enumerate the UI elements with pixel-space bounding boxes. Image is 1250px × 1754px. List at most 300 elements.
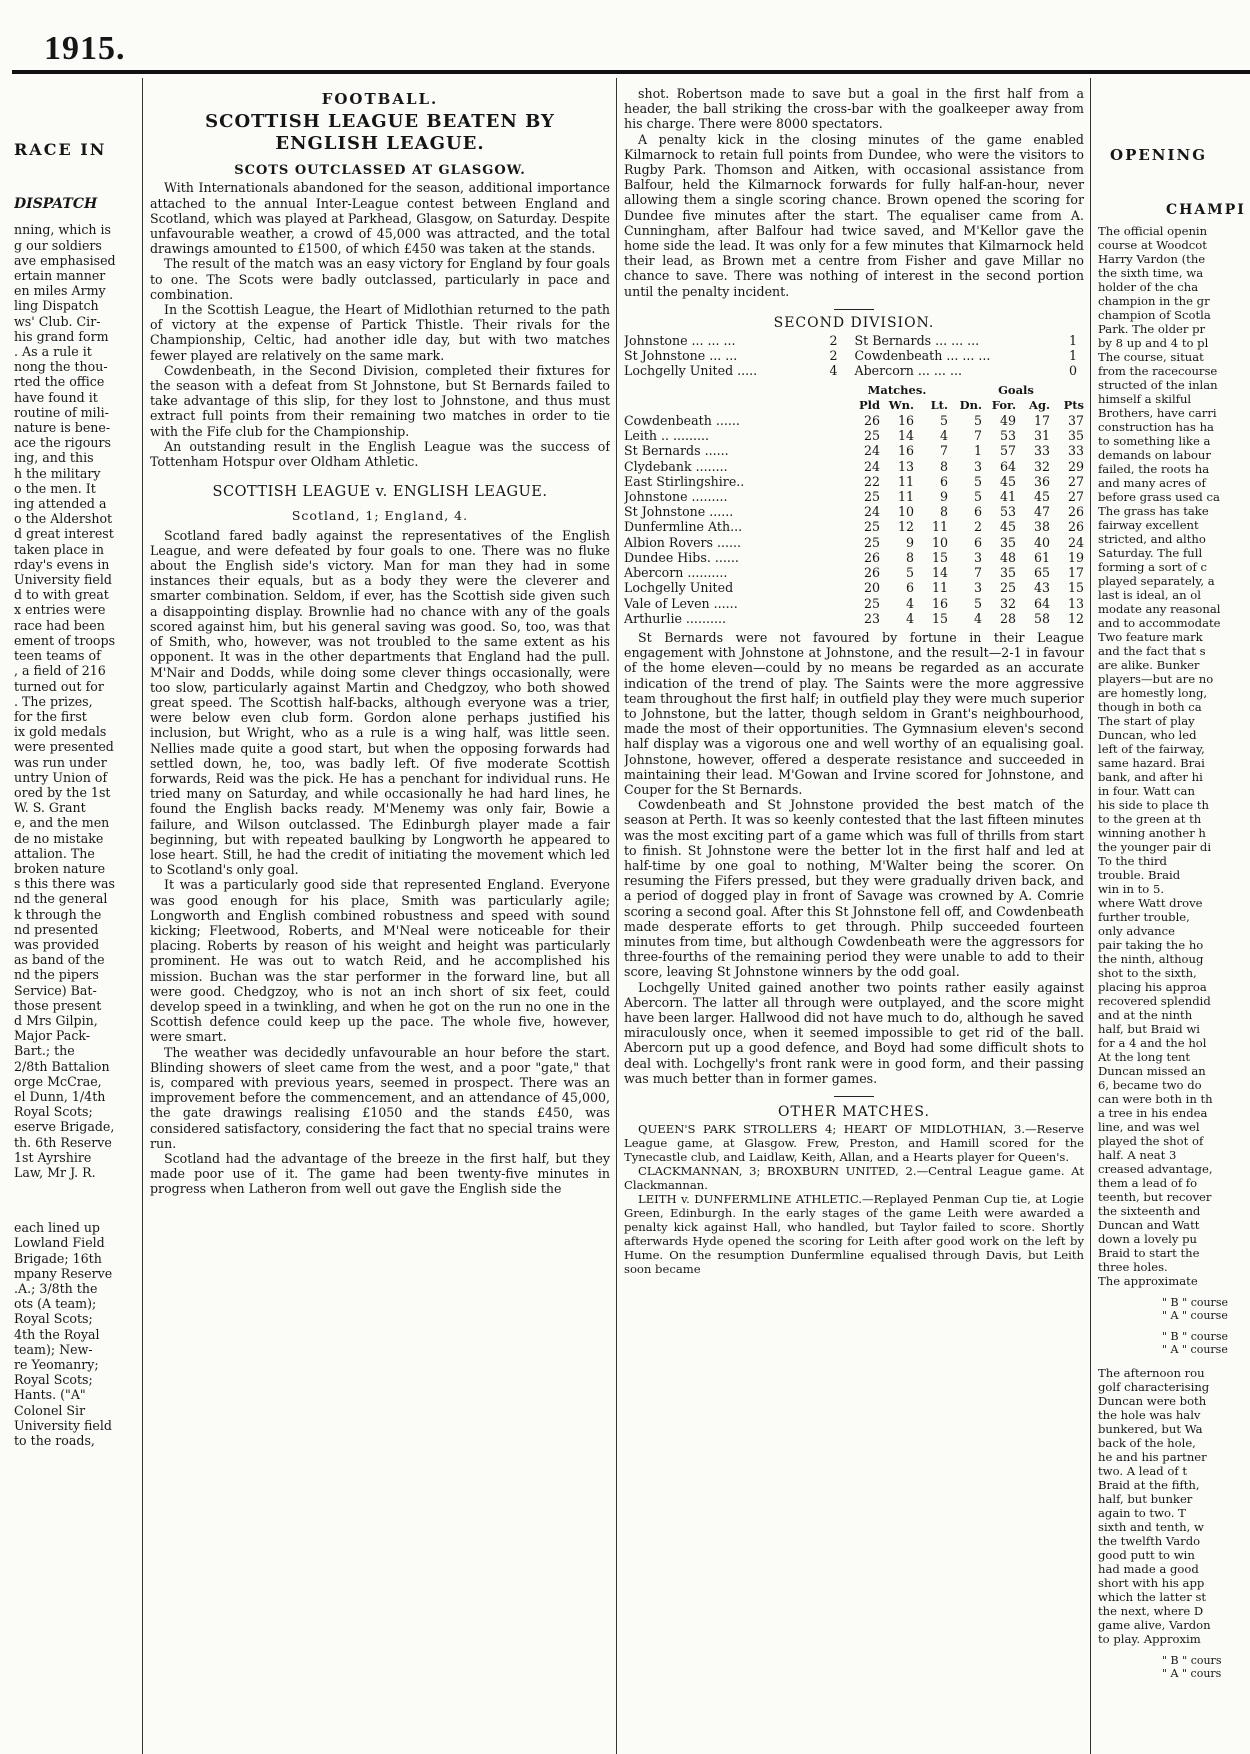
table-cell: 20 (863, 580, 880, 596)
text-line: last is ideal, an ol (1098, 588, 1201, 603)
table-cell: 27 (1067, 473, 1084, 489)
text-line: Park. The older pr (1098, 322, 1206, 337)
text-line: the next, where D (1098, 1604, 1204, 1619)
table-cell: 3 (973, 580, 982, 596)
table-cell: 31 (1033, 428, 1050, 444)
table-cell: 10 (897, 504, 914, 520)
text-line: rday's evens in (14, 556, 110, 572)
text-line: Braid to start the (1098, 1246, 1200, 1261)
table-row (624, 611, 1084, 626)
away-team: Cowdenbeath ... ... ... (854, 348, 991, 364)
text-line: At the long tent (1098, 1050, 1191, 1065)
table-cell: 40 (1033, 534, 1050, 550)
table-row (624, 550, 1084, 565)
text-line: and to accommodate (1098, 616, 1221, 631)
text-line: players—but are no (1098, 672, 1214, 687)
text-line: The start of play (1098, 714, 1195, 729)
text-line: to something like a (1098, 434, 1211, 449)
table-cell: 53 (999, 504, 1016, 520)
text-line: demands on labour (1098, 448, 1211, 463)
table-cell: 11 (897, 473, 914, 489)
group-matches: Matches. (867, 382, 927, 397)
text-line: trouble. Braid (1098, 868, 1181, 883)
table-cell: 7 (973, 565, 982, 581)
text-line: in four. Watt can (1098, 784, 1195, 799)
table-cell: 8 (939, 458, 948, 474)
table-cell: 64 (1033, 595, 1050, 611)
text-line: Colonel Sir (14, 1402, 86, 1418)
text-line: and the fact that s (1098, 644, 1206, 659)
table-cell: 25 (863, 595, 880, 611)
text-line: the younger pair di (1098, 840, 1212, 855)
text-line: teen teams of (14, 648, 101, 664)
text-line: recovered splendid (1098, 994, 1211, 1009)
text-line: as band of the (14, 952, 105, 968)
table-cell: 35 (1067, 428, 1084, 444)
table-cell: 25 (863, 519, 880, 535)
table-cell: 22 (863, 473, 880, 489)
approx-label: " B " cours (1162, 1654, 1222, 1668)
table-cell: 9 (905, 534, 914, 550)
table-cell: 5 (973, 489, 982, 505)
text-line: himself a skilful (1098, 392, 1192, 407)
paragraph: shot. Robertson made to save but a goal in the first half from a header, the ball striking the cross-bar with the goalkeeper away from his charge. There were 8000 spectators. (624, 86, 1084, 132)
text-line: two. A lead of t (1098, 1464, 1187, 1479)
table-row (624, 565, 1084, 580)
text-line: game alive, Vardon (1098, 1618, 1211, 1633)
text-line: s this there was (14, 876, 115, 892)
paragraph: It was a particularly good side that represented England. Everyone was good enough for his place, Smith was particularly agile; Longworth and English combined robustness and speed with sound kicking; Fleetwood, Roberts, and M'Neal were noticeable for their placing. Roberts by reason of his weight and height was particularly prominent. He was out to watch Reid, and he accomplished his mission. Buchan was the star performer in the forward line, but all were good. Chedgzoy, who is not an inch short of six feet, could develop speed in a twinkling, and when he got on the run no one in the Scottish defence could keep up the pace. The whole five, however, were smart. (150, 877, 610, 1045)
table-cell: 17 (1033, 413, 1050, 429)
text-line: creased advantage, (1098, 1162, 1213, 1177)
table-cell: 53 (999, 428, 1016, 444)
table-cell: 3 (973, 458, 982, 474)
intro-paragraphs (150, 180, 610, 469)
table-cell: 33 (1033, 443, 1050, 459)
text-line: ertain manner (14, 268, 106, 284)
table-cell: 35 (999, 534, 1016, 550)
table-cell: 23 (863, 610, 880, 626)
left-column (14, 92, 138, 1752)
table-cell: 61 (1033, 549, 1050, 565)
text-line: Royal Scots; (14, 1104, 93, 1120)
text-line: to play. Approxim (1098, 1632, 1201, 1647)
home-team: Lochgelly United ..... (624, 363, 758, 379)
team-name: Albion Rovers ...... (624, 534, 742, 550)
text-line: , a field of 216 (14, 663, 106, 679)
text-line: ement of troops (14, 632, 116, 648)
text-line: University field (14, 572, 112, 588)
column-header: Pld (858, 397, 880, 412)
table-cell: 26 (1067, 504, 1084, 520)
table-cell: 5 (973, 413, 982, 429)
team-name: Cowdenbeath ...... (624, 413, 740, 429)
text-line: holder of the cha (1098, 280, 1199, 295)
text-line: k through the (14, 906, 102, 922)
text-line: played separately, a (1098, 574, 1215, 589)
text-line: Duncan, who led (1098, 728, 1197, 743)
text-line: University field (14, 1417, 112, 1433)
table-cell: 11 (931, 580, 948, 596)
text-line: the sixth time, wa (1098, 266, 1204, 281)
text-line: Royal Scots; (14, 1372, 93, 1388)
right-column-sub: CHAMPI (1166, 202, 1246, 219)
text-line: en miles Army (14, 283, 106, 299)
table-cell: 13 (897, 458, 914, 474)
right-column-head: OPENING (1110, 146, 1208, 164)
text-line: ws' Club. Cir- (14, 313, 101, 329)
table-cell: 15 (1067, 580, 1084, 596)
text-line: are homestly long, (1098, 686, 1208, 701)
text-line: shot to the sixth, (1098, 966, 1197, 981)
text-line: for a 4 and the hol (1098, 1036, 1207, 1051)
text-line: ots (A team); (14, 1296, 97, 1312)
headline: SCOTTISH LEAGUE BEATEN BY ENGLISH LEAGUE. (205, 111, 555, 155)
table-cell: 36 (1033, 473, 1050, 489)
table-cell: 24 (863, 504, 880, 520)
left-column-lines (14, 222, 138, 1180)
table-cell: 7 (973, 428, 982, 444)
text-line: Bart.; the (14, 1043, 75, 1059)
text-line: though in both ca (1098, 700, 1202, 715)
text-line: d great interest (14, 526, 114, 542)
text-line: Duncan missed an (1098, 1064, 1206, 1079)
text-line: 1st Ayrshire (14, 1149, 92, 1165)
text-line: eserve Brigade, (14, 1119, 115, 1135)
column-header: Pts (1063, 397, 1084, 412)
table-cell: 5 (973, 595, 982, 611)
away-team: St Bernards ... ... ... (854, 333, 980, 349)
table-row (624, 504, 1084, 519)
table-cell: 45 (999, 473, 1016, 489)
table-cell: 9 (939, 489, 948, 505)
text-line: bunkered, but Wa (1098, 1422, 1203, 1437)
match-heading: SCOTTISH LEAGUE v. ENGLISH LEAGUE. (212, 484, 548, 501)
home-team: St Johnstone ... ... (624, 348, 738, 364)
text-line: ace the rigours (14, 435, 111, 451)
text-line: the sixteenth and (1098, 1204, 1201, 1219)
text-line: course at Woodcot (1098, 238, 1207, 253)
text-line: Braid at the fifth, (1098, 1478, 1200, 1493)
home-score: 2 (829, 333, 838, 349)
text-line: re Yeomanry; (14, 1357, 99, 1373)
paragraph: CLACKMANNAN, 3; BROXBURN UNITED, 2.—Central League game. At Clackmannan. (624, 1164, 1084, 1193)
table-row (624, 443, 1084, 458)
match-report (150, 528, 610, 1197)
group-goals: Goals (998, 382, 1034, 397)
table-cell: 38 (1033, 519, 1050, 535)
table-cell: 33 (1067, 443, 1084, 459)
table-row (624, 428, 1084, 443)
approx-row (1162, 1330, 1250, 1356)
table-cell: 1 (973, 443, 982, 459)
column-header: For. (991, 397, 1016, 412)
separator (834, 309, 874, 310)
table-cell: 13 (1067, 595, 1084, 611)
text-line: down a lovely pu (1098, 1232, 1198, 1247)
away-score: 1 (1068, 333, 1077, 349)
text-line: structed of the inlan (1098, 378, 1218, 393)
text-line: champion of Scotla (1098, 308, 1211, 323)
text-line: was provided (14, 936, 100, 952)
text-line: nature is bene- (14, 420, 111, 436)
approx-label: " A " course (1162, 1343, 1228, 1357)
text-line: Service) Bat- (14, 982, 97, 998)
text-line: again to two. T (1098, 1506, 1186, 1521)
table-cell: 29 (1067, 458, 1084, 474)
text-line: to the roads, (14, 1433, 95, 1449)
table-cell: 26 (1067, 519, 1084, 535)
text-line: those present (14, 997, 102, 1013)
text-line: e, and the men (14, 815, 110, 831)
text-line: .A.; 3/8th the (14, 1281, 98, 1297)
paragraph: The weather was decidedly unfavourable an hour before the start. Blinding showers of sleet came from the west, and a poor "gate," that is, compared with previous years, seemed in prospect. There was an improvement before the commencement, and an attendance of 45,000, the gate drawings realising £1050 and the stands £450, was considered satisfactory, considering the fact that no special trains were run. (150, 1044, 610, 1151)
approx-scores-2 (1098, 1654, 1250, 1680)
away-team: Abercorn ... ... ... (854, 363, 962, 379)
division-report (624, 630, 1084, 1086)
paragraph: QUEEN'S PARK STROLLERS 4; HEART OF MIDLOTHIAN, 3.—Reserve League game, at Glasgow. Frew, Preston, and Hamill scored for the Tynecastle club, and Laidlaw, Keith, Allan, and a Hearts player for Queen's. (624, 1122, 1084, 1165)
table-cell: 43 (1033, 580, 1050, 596)
text-line: The approximate (1098, 1274, 1198, 1289)
table-cell: 41 (999, 489, 1016, 505)
division-heading: SECOND DIVISION. (773, 314, 935, 331)
text-line: nong the thou- (14, 359, 108, 375)
table-cell: 4 (939, 428, 948, 444)
table-row (624, 489, 1084, 504)
table-row (624, 596, 1084, 611)
text-line: 4th the Royal (14, 1326, 100, 1342)
left-column-dispatch: DISPATCH (14, 197, 98, 213)
text-line: his side to place th (1098, 798, 1209, 813)
text-line: fairway excellent (1098, 518, 1199, 533)
text-line: and many acres of (1098, 476, 1206, 491)
table-row (624, 459, 1084, 474)
text-line: are alike. Bunker (1098, 658, 1200, 673)
table-row (624, 474, 1084, 489)
paragraph: An outstanding result in the English League was the success of Tottenham Hotspur over Oldham Athletic. (150, 438, 610, 470)
text-line: Duncan and Watt (1098, 1218, 1200, 1233)
text-line: further trouble, (1098, 910, 1190, 925)
text-line: pair taking the ho (1098, 938, 1204, 953)
text-line: th. 6th Reserve (14, 1134, 112, 1150)
home-score: 2 (829, 348, 838, 364)
table-cell: 27 (1067, 489, 1084, 505)
table-cell: 25 (863, 428, 880, 444)
text-line: same hazard. Brai (1098, 756, 1205, 771)
text-line: Saturday. The full (1098, 546, 1203, 561)
text-line: nd presented (14, 921, 99, 937)
table-cell: 58 (1033, 610, 1050, 626)
section-title: FOOTBALL. (321, 90, 439, 108)
approx-label: " B " course (1162, 1296, 1228, 1310)
text-line: placing his approa (1098, 980, 1207, 995)
text-line: winning another h (1098, 826, 1206, 841)
team-name: East Stirlingshire.. (624, 473, 745, 489)
table-cell: 26 (863, 413, 880, 429)
text-line: Royal Scots; (14, 1311, 93, 1327)
right-column (1098, 86, 1250, 1746)
text-line: construction has ha (1098, 420, 1214, 435)
approx-scores (1098, 1296, 1250, 1356)
text-line: d to with great (14, 587, 109, 603)
text-line: sixth and tenth, w (1098, 1520, 1204, 1535)
text-line: short with his app (1098, 1576, 1205, 1591)
column-rule (616, 78, 617, 1754)
text-line: can were both in th (1098, 1092, 1213, 1107)
table-cell: 11 (897, 489, 914, 505)
table-cell: 45 (1033, 489, 1050, 505)
text-line: line, and was wel (1098, 1120, 1200, 1135)
match-score: Scotland, 1; England, 4. (291, 508, 469, 524)
table-cell: 14 (931, 565, 948, 581)
text-line: Hants. ("A" (14, 1387, 86, 1403)
table-cell: 35 (999, 565, 1016, 581)
text-line: team); New- (14, 1341, 93, 1357)
text-line: 6, became two do (1098, 1078, 1202, 1093)
text-line: where Watt drove (1098, 896, 1203, 911)
text-line: have found it (14, 389, 98, 405)
page-year: 1915. (44, 30, 126, 67)
paragraph: In the Scottish League, the Heart of Midlothian returned to the path of victory at the expense of Partick Thistle. Their rivals for the Championship, Celtic, had another idle day, but with two matches fewer played are relatively on the same mark. (150, 302, 610, 363)
team-name: Dundee Hibs. ...... (624, 549, 739, 565)
text-line: turned out for (14, 678, 104, 694)
text-line: taken place in (14, 541, 105, 557)
table-cell: 15 (931, 610, 948, 626)
text-line: The afternoon rou (1098, 1366, 1205, 1381)
text-line: broken nature (14, 860, 106, 876)
text-line: and at the ninth (1098, 1008, 1193, 1023)
table-cell: 3 (973, 549, 982, 565)
table-cell: 12 (1067, 610, 1084, 626)
table-cell: 26 (863, 565, 880, 581)
table-cell: 6 (905, 580, 914, 596)
away-score: 0 (1068, 363, 1077, 379)
text-line: rted the office (14, 374, 105, 390)
subheadline: SCOTS OUTCLASSED AT GLASGOW. (234, 163, 526, 179)
right-column-lines (1098, 224, 1250, 1288)
paragraph: Lochgelly United gained another two points rather easily against Abercorn. The latter all through were outplayed, and the score might have been larger. Hallwood did not have much to do, although he saved miraculously once, when it seemed impossible to get rid of the ball. Abercorn put up a good defence, and Boyd had some difficult shots to deal with. Lochgelly's front rank were in good form, and their passing was much better than in former games. (624, 979, 1084, 1086)
text-line: half, but bunker (1098, 1492, 1193, 1507)
team-name: Arthurlie .......... (624, 610, 726, 626)
text-line: modate any reasonal (1098, 602, 1221, 617)
other-matches-heading: OTHER MATCHES. (778, 1104, 930, 1120)
table-cell: 4 (905, 610, 914, 626)
table-row (624, 519, 1084, 534)
text-line: de no mistake (14, 830, 104, 846)
paragraph: Cowdenbeath, in the Second Division, completed their fixtures for the season with a defeat from St Johnstone, but St Bernards failed to take advantage of this slip, for they lost to Johnstone, and thus must extract full points from their remaining two matches in order to tie with the Fife club for the Championship. (150, 362, 610, 439)
table-cell: 4 (973, 610, 982, 626)
text-line: champion in the gr (1098, 294, 1210, 309)
table-cell: 7 (939, 443, 948, 459)
text-line: forming a sort of c (1098, 560, 1207, 575)
kilmarnock-report (624, 86, 1084, 299)
text-line: to the green at th (1098, 812, 1202, 827)
table-cell: 14 (897, 428, 914, 444)
team-name: Vale of Leven ...... (624, 595, 738, 611)
text-line: ing attended a (14, 496, 107, 512)
text-line: which the latter st (1098, 1590, 1207, 1605)
table-cell: 6 (939, 473, 948, 489)
table-cell: 25 (999, 580, 1016, 596)
paragraph: The result of the match was an easy victory for England by four goals to one. The Scots were badly outclassed, particularly in pace and combination. (150, 256, 610, 302)
text-line: mpany Reserve (14, 1265, 113, 1281)
text-line: them a lead of fo (1098, 1176, 1198, 1191)
text-line: The course, situat (1098, 350, 1204, 365)
league-table (624, 383, 1084, 626)
text-line: played the shot of (1098, 1134, 1204, 1149)
table-cell: 16 (897, 413, 914, 429)
text-line: only advance (1098, 924, 1176, 939)
table-cell: 5 (905, 565, 914, 581)
table-cell: 19 (1067, 549, 1084, 565)
paragraph: LEITH v. DUNFERMLINE ATHLETIC.—Replayed Penman Cup tie, at Logie Green, Edinburgh. In the early stages of the game Leith were awarded a penalty kick against Hall, who handled, but Taylor failed to score. Shortly afterwards Hyde opened the scoring for Leith after good work on the left by Hume. On the resumption Dunfermline equalised through Davis, but Leith soon became (624, 1192, 1084, 1277)
table-cell: 10 (931, 534, 948, 550)
away-score: 1 (1068, 348, 1077, 364)
table-cell: 8 (905, 549, 914, 565)
text-line: o the men. It (14, 480, 96, 496)
text-line: Brothers, have carri (1098, 406, 1217, 421)
text-line: were presented (14, 739, 114, 755)
text-line: attalion. The (14, 845, 95, 861)
text-line: The grass has take (1098, 504, 1209, 519)
text-line: x entries were (14, 602, 106, 618)
text-line: . As a rule it (14, 344, 92, 360)
team-name: Dunfermline Ath... (624, 519, 743, 535)
text-line: had made a good (1098, 1562, 1199, 1577)
home-score: 4 (829, 363, 838, 379)
text-line: by 8 up and 4 to pl (1098, 336, 1209, 351)
team-name: Clydebank ........ (624, 458, 728, 474)
column-header: Ag. (1029, 397, 1050, 412)
text-line: teenth, but recover (1098, 1190, 1212, 1205)
text-line: g our soldiers (14, 237, 102, 253)
approx-row (1162, 1654, 1250, 1680)
text-line: the ninth, althoug (1098, 952, 1204, 967)
team-name: St Bernards ...... (624, 443, 729, 459)
text-line: Two feature mark (1098, 630, 1203, 645)
column-rule (1090, 78, 1091, 1754)
separator (834, 1096, 874, 1097)
paragraph: Scotland fared badly against the representatives of the English League, and were defeated by four goals to one. There was no fluke about the English side's victory. Man for man they had in some instances their equals, but as a body they were the cleverer and smarter combination. Seldom, if ever, has the Scottish side given such a disappointing display. Brownlie had no chance with any of the goals scored against him, but his general saving was good. So, too, was that of Smith, who, however, was not troubled to the same extent as his opponent. It was in the other departments that England had the pull. M'Nair and Dodds, while doing some clever things occasionally, were too slow, particularly against Martin and Chedgzoy, who both showed great speed. The Scottish half-backs, although everyone was a trier, were below even club form. Gordon alone perhaps justified his inclusion, but Wright, who as a rule is a wing half, was little seen. Nellies made quite a good start, but when the opposing forwards had settled down, he, too, was badly left. Of five moderate Scottish forwards, Reid was the pick. He has a penchant for individual runs. He tried many on Saturday, and while occasionally he had hard lines, he found the English backs ready. M'Menemy was only fair, Bowie a failure, and Wilson outclassed. The Edinburgh player made a fair beginning, but with repeated baulking by Longworth he appeared to lose heart. Still, he had the credit of initiating the movement which led to Scotland's only goal. (150, 527, 610, 878)
left-column-head: RACE IN (14, 142, 107, 158)
table-cell: 28 (999, 610, 1016, 626)
table-cell: 6 (973, 504, 982, 520)
text-line: failed, the roots ha (1098, 462, 1210, 477)
text-line: The official openin (1098, 224, 1208, 239)
text-line: each lined up (14, 1220, 100, 1236)
paragraph: With Internationals abandoned for the season, additional importance attached to the annual Inter-League contest between England and Scotland, which was played at Parkhead, Glasgow, on Saturday. Despite unfavourable weather, a crowd of 45,000 was attracted, and the total drawings amounted to £1500, of which £450 was taken at the stands. (150, 180, 610, 257)
table-cell: 45 (999, 519, 1016, 535)
column-header: Dn. (959, 397, 982, 412)
table-cell: 16 (931, 595, 948, 611)
text-line: the twelfth Vardo (1098, 1534, 1201, 1549)
team-name: Johnstone ......... (624, 489, 728, 505)
text-line: nning, which is (14, 222, 112, 238)
left-column-lines-2 (14, 1220, 138, 1448)
table-cell: 25 (863, 534, 880, 550)
text-line: Brigade; 16th (14, 1250, 102, 1266)
text-line: his grand form (14, 328, 109, 344)
table-cell: 2 (973, 519, 982, 535)
table-cell: 65 (1033, 565, 1050, 581)
text-line: To the third (1098, 854, 1167, 869)
table-cell: 12 (897, 519, 914, 535)
team-name: St Johnstone ...... (624, 504, 734, 520)
paragraph: A penalty kick in the closing minutes of the game enabled Kilmarnock to retain full points from Dundee, who were the visitors to Rugby Park. Thomson and Aitken, with occasional assistance from Balfour, held the Kilmarnock forwards for fully half-an-hour, never allowing them a single scoring chance. Brown opened the scoring for Dundee five minutes after the start. The equaliser came from A. Cunningham, after Balfour had twice saved, and M'Kellor gave the home side the lead. It was only for a few minutes that Kilmarnock held their lead, as Brown met a centre from Fisher and gave Millar no chance to save. There was nothing of interest in the second portion until the penalty incident. (624, 131, 1084, 299)
text-line: W. S. Grant (14, 800, 86, 816)
table-cell: 24 (863, 443, 880, 459)
text-line: race had been (14, 617, 105, 633)
